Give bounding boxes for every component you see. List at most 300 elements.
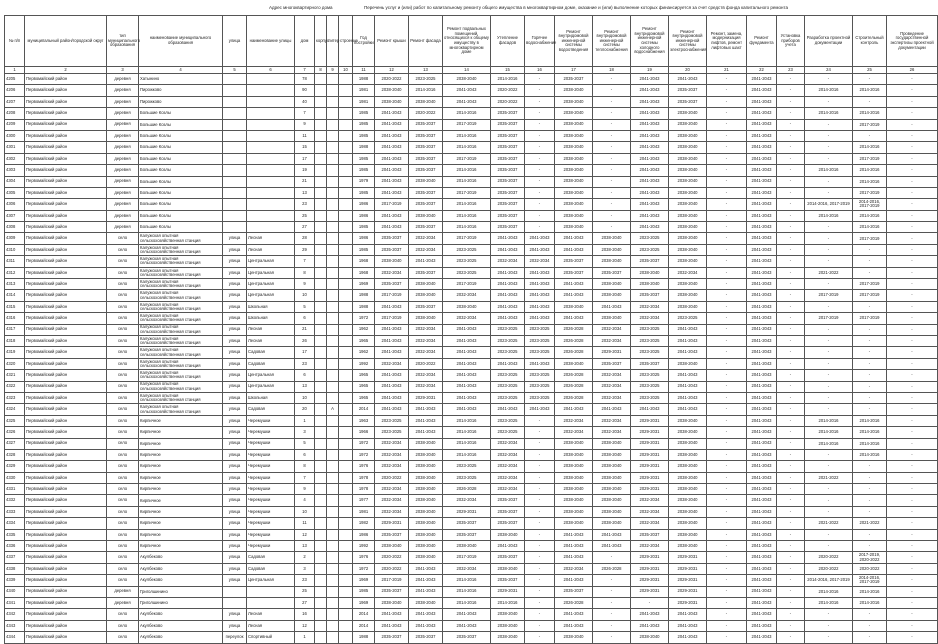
table-cell <box>339 153 353 164</box>
table-cell: 2041-2043 <box>555 620 593 631</box>
table-cell: Черемушки <box>247 449 295 460</box>
table-cell: 2041-2043 <box>747 518 777 529</box>
table-cell <box>339 381 353 392</box>
table-cell <box>315 199 327 210</box>
table-cell <box>223 165 247 176</box>
table-cell: 2029-2031 <box>669 575 707 586</box>
table-cell: улица <box>223 313 247 324</box>
table-cell <box>327 552 339 563</box>
table-cell: 13 <box>295 187 315 198</box>
table-cell: улица <box>223 347 247 358</box>
table-cell: Первомайский район <box>25 518 107 529</box>
table-cell <box>315 632 327 643</box>
table-cell: 2041-2043 <box>409 427 443 438</box>
table-cell: улица <box>223 290 247 301</box>
table-cell: - <box>887 244 938 255</box>
table-cell: улица <box>223 461 247 472</box>
table-cell: - <box>805 130 853 141</box>
table-cell: - <box>805 347 853 358</box>
table-cell: 2038-2040 <box>409 472 443 483</box>
table-cell: 2041-2043 <box>747 472 777 483</box>
table-cell: Первомайский район <box>25 358 107 369</box>
table-cell: - <box>853 96 887 107</box>
table-cell: Калужская опытная сельскохозяйственная станция <box>139 279 223 290</box>
table-row <box>5 324 938 335</box>
table-cell: 2041-2043 <box>491 279 525 290</box>
table-cell: 2038-2040 <box>669 506 707 517</box>
table-cell: 2032-2034 <box>631 518 669 529</box>
table-cell: 2014-2016 <box>805 427 853 438</box>
table-cell: 2041-2043 <box>375 404 409 415</box>
table-cell: улица <box>223 244 247 255</box>
table-cell: - <box>777 74 805 85</box>
table-cell: 2041-2043 <box>525 313 555 324</box>
table-row <box>5 597 938 608</box>
table-cell: - <box>707 119 747 130</box>
table-cell: 2041-2043 <box>555 244 593 255</box>
table-cell: - <box>593 586 631 597</box>
table-cell: 2041-2043 <box>375 187 409 198</box>
table-cell: - <box>887 484 938 495</box>
table-cell: 2014-2016 <box>443 438 491 449</box>
table-row <box>5 484 938 495</box>
table-cell: 4302 <box>5 153 25 164</box>
table-cell: Лесная <box>247 244 295 255</box>
table-cell: 2032-2034 <box>631 495 669 506</box>
table-cell: Первомайский район <box>25 495 107 506</box>
table-cell: - <box>525 563 555 574</box>
table-cell: Калужская опытная сельскохозяйственная станция <box>139 313 223 324</box>
column-number: 7 <box>295 67 315 74</box>
table-cell: - <box>887 552 938 563</box>
table-cell <box>327 96 339 107</box>
table-cell: улица <box>223 529 247 540</box>
table-row <box>5 85 938 96</box>
table-cell: - <box>525 176 555 187</box>
table-cell: - <box>525 449 555 460</box>
table-cell: - <box>777 529 805 540</box>
table-cell: 1988 <box>353 142 375 153</box>
table-cell: 7 <box>295 256 315 267</box>
table-cell: 2041-2043 <box>375 142 409 153</box>
table-cell: 2029-2031 <box>375 518 409 529</box>
table-cell: 2041-2043 <box>747 586 777 597</box>
table-cell: 2038-2040 <box>555 176 593 187</box>
table-cell: - <box>887 130 938 141</box>
table-cell: - <box>707 484 747 495</box>
table-cell: 2038-2040 <box>631 267 669 278</box>
column-number: 5 <box>223 67 247 74</box>
table-row <box>5 256 938 267</box>
table-cell <box>327 176 339 187</box>
table-cell: - <box>777 597 805 608</box>
table-cell: улица <box>223 324 247 335</box>
table-cell: - <box>887 279 938 290</box>
table-cell: 1985 <box>353 130 375 141</box>
table-cell: 4322 <box>5 381 25 392</box>
table-cell: Первомайский район <box>25 210 107 221</box>
table-cell <box>339 529 353 540</box>
table-cell: - <box>853 632 887 643</box>
table-cell: - <box>525 438 555 449</box>
table-cell: 2038-2040 <box>593 449 631 460</box>
table-cell: - <box>777 176 805 187</box>
table-cell: 1988 <box>353 74 375 85</box>
table-cell: 2041-2043 <box>631 404 669 415</box>
column-header: № п/п <box>5 16 25 67</box>
table-cell <box>339 290 353 301</box>
table-cell: 2014-2016 <box>853 597 887 608</box>
address-caption: Адрес многоквартирного дома <box>269 5 333 10</box>
table-cell: 2023-2025 <box>631 335 669 346</box>
table-cell: 4318 <box>5 335 25 346</box>
table-cell: 2038-2040 <box>669 199 707 210</box>
table-cell: 2035-2037 <box>491 187 525 198</box>
table-cell: 2014-2016 <box>853 85 887 96</box>
table-cell: 1986 <box>353 199 375 210</box>
table-cell <box>339 313 353 324</box>
table-cell <box>339 597 353 608</box>
table-cell: 2038-2040 <box>669 279 707 290</box>
table-cell: 2023-2025 <box>631 233 669 244</box>
table-cell: улица <box>223 495 247 506</box>
table-cell: Первомайский район <box>25 404 107 415</box>
table-cell: 2041-2043 <box>747 187 777 198</box>
table-cell: 2014-2016, 2017-2019 <box>853 575 887 586</box>
table-cell: 2041-2043 <box>409 404 443 415</box>
table-cell: 2035-2037 <box>375 586 409 597</box>
table-cell: - <box>593 176 631 187</box>
table-cell: 2041-2043 <box>669 335 707 346</box>
table-cell <box>339 506 353 517</box>
table-cell: 1992 <box>353 541 375 552</box>
table-cell: - <box>525 427 555 438</box>
table-cell: - <box>777 335 805 346</box>
table-row <box>5 415 938 426</box>
table-cell: 2041-2043 <box>747 632 777 643</box>
table-cell <box>247 597 295 608</box>
table-cell <box>327 575 339 586</box>
table-cell: - <box>593 108 631 119</box>
table-cell: 2035-2037 <box>669 96 707 107</box>
table-cell <box>315 85 327 96</box>
table-row <box>5 290 938 301</box>
table-cell: улица <box>223 392 247 403</box>
table-cell: улица <box>223 575 247 586</box>
table-cell: 2032-2034 <box>491 256 525 267</box>
table-cell: 2041-2043 <box>747 449 777 460</box>
table-cell <box>315 541 327 552</box>
table-cell: 2038-2040 <box>631 632 669 643</box>
table-cell: 2041-2043 <box>375 335 409 346</box>
table-cell: Большие Козлы <box>139 187 223 198</box>
table-cell: деревня <box>107 597 139 608</box>
table-cell: 2014-2016 <box>443 597 491 608</box>
table-cell <box>327 358 339 369</box>
table-cell: 1992 <box>353 358 375 369</box>
table-row <box>5 176 938 187</box>
table-cell: 2032-2034 <box>593 324 631 335</box>
table-cell: 16 <box>295 609 315 620</box>
table-cell: - <box>777 541 805 552</box>
column-header: Утепление фасадов <box>491 16 525 67</box>
table-cell: 2029-2031 <box>409 392 443 403</box>
table-cell: 2038-2040 <box>669 461 707 472</box>
table-cell: 2041-2043 <box>409 620 443 631</box>
table-cell: 2038-2040 <box>669 449 707 460</box>
table-cell <box>327 279 339 290</box>
table-cell: - <box>887 267 938 278</box>
table-cell: 2041-2043 <box>747 347 777 358</box>
table-cell: - <box>707 392 747 403</box>
table-cell: 2017-2019 <box>443 279 491 290</box>
table-cell: 2038-2040 <box>409 552 443 563</box>
table-cell: 4301 <box>5 142 25 153</box>
table-cell: деревня <box>107 85 139 96</box>
table-cell: Большие Козлы <box>139 108 223 119</box>
table-cell <box>339 347 353 358</box>
table-cell: - <box>707 586 747 597</box>
table-row <box>5 461 938 472</box>
table-cell: 2032-2034 <box>375 449 409 460</box>
table-cell: 4332 <box>5 495 25 506</box>
table-cell: 2035-2037 <box>409 222 443 233</box>
table-cell: 2038-2040 <box>669 130 707 141</box>
table-cell: Калужская опытная сельскохозяйственная станция <box>139 244 223 255</box>
table-cell <box>315 563 327 574</box>
table-cell <box>327 541 339 552</box>
table-cell: - <box>853 472 887 483</box>
table-cell: 9 <box>295 484 315 495</box>
table-row <box>5 518 938 529</box>
table-cell: Калужская опытная сельскохозяйственная станция <box>139 301 223 312</box>
table-cell: - <box>887 290 938 301</box>
table-cell: 4315 <box>5 301 25 312</box>
table-cell: Пирожково <box>139 96 223 107</box>
column-number: 4 <box>139 67 223 74</box>
table-cell: улица <box>223 449 247 460</box>
table-cell: Первомайский район <box>25 461 107 472</box>
table-cell: - <box>777 381 805 392</box>
table-cell <box>327 518 339 529</box>
table-cell: 2032-2034 <box>409 233 443 244</box>
table-cell: - <box>853 370 887 381</box>
table-cell: 2032-2034 <box>443 290 491 301</box>
table-cell: - <box>707 552 747 563</box>
table-cell: 2023-2025 <box>669 313 707 324</box>
table-cell <box>315 210 327 221</box>
table-cell: 2041-2043 <box>669 74 707 85</box>
table-cell <box>339 130 353 141</box>
table-cell <box>315 381 327 392</box>
table-cell <box>327 108 339 119</box>
table-cell: 2014-2016, 2017-2019 <box>805 575 853 586</box>
table-cell: 2041-2043 <box>409 415 443 426</box>
table-cell <box>339 96 353 107</box>
table-cell: - <box>887 427 938 438</box>
table-cell: 4317 <box>5 324 25 335</box>
table-cell: 13 <box>295 381 315 392</box>
table-cell: 2038-2040 <box>555 449 593 460</box>
table-cell: Первомайский район <box>25 586 107 597</box>
table-cell: - <box>805 335 853 346</box>
table-cell: 2029-2031 <box>443 506 491 517</box>
table-cell: Калужская опытная сельскохозяйственная станция <box>139 381 223 392</box>
table-cell: 2014-2016 <box>805 210 853 221</box>
table-cell: 2041-2043 <box>525 290 555 301</box>
table-cell: деревня <box>107 199 139 210</box>
table-cell: 2041-2043 <box>747 324 777 335</box>
table-cell <box>223 85 247 96</box>
table-cell: - <box>777 461 805 472</box>
table-cell: - <box>777 506 805 517</box>
table-cell: - <box>593 620 631 631</box>
table-cell: 2041-2043 <box>747 529 777 540</box>
table-cell: улица <box>223 438 247 449</box>
table-cell: - <box>525 222 555 233</box>
column-header: Ремонт, замена, модернизация лифтов, ремонт лифтовых шахт <box>707 16 747 67</box>
column-number: 3 <box>107 67 139 74</box>
table-cell: - <box>805 620 853 631</box>
table-cell: 2023-2025 <box>443 256 491 267</box>
table-cell: 2023-2025 <box>491 427 525 438</box>
table-cell: 2038-2040 <box>669 119 707 130</box>
table-cell <box>315 96 327 107</box>
table-cell: 2041-2043 <box>747 335 777 346</box>
table-cell: 2038-2040 <box>669 108 707 119</box>
table-cell: - <box>887 404 938 415</box>
column-header: улица <box>223 16 247 67</box>
table-cell: 2035-2037 <box>409 199 443 210</box>
table-cell: село <box>107 495 139 506</box>
table-cell: 2041-2043 <box>555 233 593 244</box>
table-cell <box>223 74 247 85</box>
table-row <box>5 620 938 631</box>
table-cell: 17 <box>295 347 315 358</box>
table-cell: Первомайский район <box>25 222 107 233</box>
table-cell: - <box>525 506 555 517</box>
table-cell: Кирпичное <box>139 518 223 529</box>
table-cell: 2041-2043 <box>443 370 491 381</box>
table-cell <box>247 165 295 176</box>
table-cell: 2041-2043 <box>491 244 525 255</box>
table-cell: 2032-2034 <box>409 324 443 335</box>
table-cell: - <box>593 597 631 608</box>
table-cell: 1977 <box>353 495 375 506</box>
table-cell: 25 <box>295 586 315 597</box>
table-cell: 2035-2037 <box>491 222 525 233</box>
table-cell: - <box>777 404 805 415</box>
table-cell: - <box>853 392 887 403</box>
table-cell: - <box>777 358 805 369</box>
table-cell: 2041-2043 <box>491 313 525 324</box>
table-cell: 2014-2016 <box>443 449 491 460</box>
table-cell <box>327 597 339 608</box>
table-cell: Первомайский район <box>25 575 107 586</box>
table-cell: 2032-2034 <box>593 335 631 346</box>
table-cell: 2021-2022 <box>853 518 887 529</box>
table-cell: деревня <box>107 210 139 221</box>
table-cell: - <box>525 575 555 586</box>
table-cell: 2038-2040 <box>669 187 707 198</box>
table-cell <box>315 620 327 631</box>
table-cell: Первомайский район <box>25 187 107 198</box>
table-cell: 2041-2043 <box>375 324 409 335</box>
table-cell: 2038-2040 <box>555 301 593 312</box>
table-cell: - <box>777 484 805 495</box>
table-cell: 2014-2016 <box>805 85 853 96</box>
table-cell: 13 <box>295 541 315 552</box>
table-cell: - <box>593 187 631 198</box>
table-cell: 2038-2040 <box>375 597 409 608</box>
table-cell: - <box>707 427 747 438</box>
column-number: 20 <box>669 67 707 74</box>
table-cell: Большие Козлы <box>139 222 223 233</box>
table-cell: 2032-2034 <box>631 313 669 324</box>
table-cell: 2023-2025 <box>631 370 669 381</box>
table-cell: 1976 <box>353 461 375 472</box>
table-cell: 2017-2019 <box>853 153 887 164</box>
table-cell: 15 <box>295 142 315 153</box>
table-cell: 2041-2043 <box>375 119 409 130</box>
table-cell: 1986 <box>353 233 375 244</box>
table-cell: 2041-2043 <box>409 256 443 267</box>
column-number: 25 <box>853 67 887 74</box>
table-cell: - <box>525 586 555 597</box>
table-cell: 2041-2043 <box>443 404 491 415</box>
table-cell: 2041-2043 <box>631 176 669 187</box>
table-cell: - <box>707 529 747 540</box>
column-number: 9 <box>327 67 339 74</box>
table-cell: 2038-2040 <box>409 461 443 472</box>
table-cell: 2041-2043 <box>631 119 669 130</box>
table-cell: 2041-2043 <box>375 222 409 233</box>
table-cell: 2041-2043 <box>747 165 777 176</box>
table-cell: 2038-2040 <box>409 279 443 290</box>
column-number: 19 <box>631 67 669 74</box>
table-cell: 2038-2040 <box>409 96 443 107</box>
table-cell: - <box>707 290 747 301</box>
table-cell: Первомайский район <box>25 279 107 290</box>
table-cell: Калужская опытная сельскохозяйственная станция <box>139 404 223 415</box>
column-header: наименование муниципального образования <box>139 16 223 67</box>
table-cell: - <box>805 506 853 517</box>
table-cell: - <box>707 130 747 141</box>
table-cell: - <box>853 404 887 415</box>
table-cell <box>315 256 327 267</box>
table-cell <box>339 358 353 369</box>
table-cell: улица <box>223 370 247 381</box>
table-cell: - <box>707 563 747 574</box>
table-cell: 2021-2022 <box>805 472 853 483</box>
table-cell <box>247 586 295 597</box>
table-cell: - <box>525 461 555 472</box>
table-cell <box>339 256 353 267</box>
table-cell: 2023-2025 <box>525 324 555 335</box>
table-cell: село <box>107 575 139 586</box>
table-cell: Первомайский район <box>25 392 107 403</box>
table-cell: - <box>887 233 938 244</box>
table-cell: 2023-2025 <box>443 461 491 472</box>
table-cell: 2038-2040 <box>669 358 707 369</box>
table-cell <box>339 541 353 552</box>
table-cell: - <box>887 301 938 312</box>
table-cell: Центральная <box>247 256 295 267</box>
table-cell: 2041-2043 <box>631 210 669 221</box>
table-row <box>5 153 938 164</box>
table-cell: 2026-2028 <box>555 335 593 346</box>
table-cell: 2038-2040 <box>555 358 593 369</box>
